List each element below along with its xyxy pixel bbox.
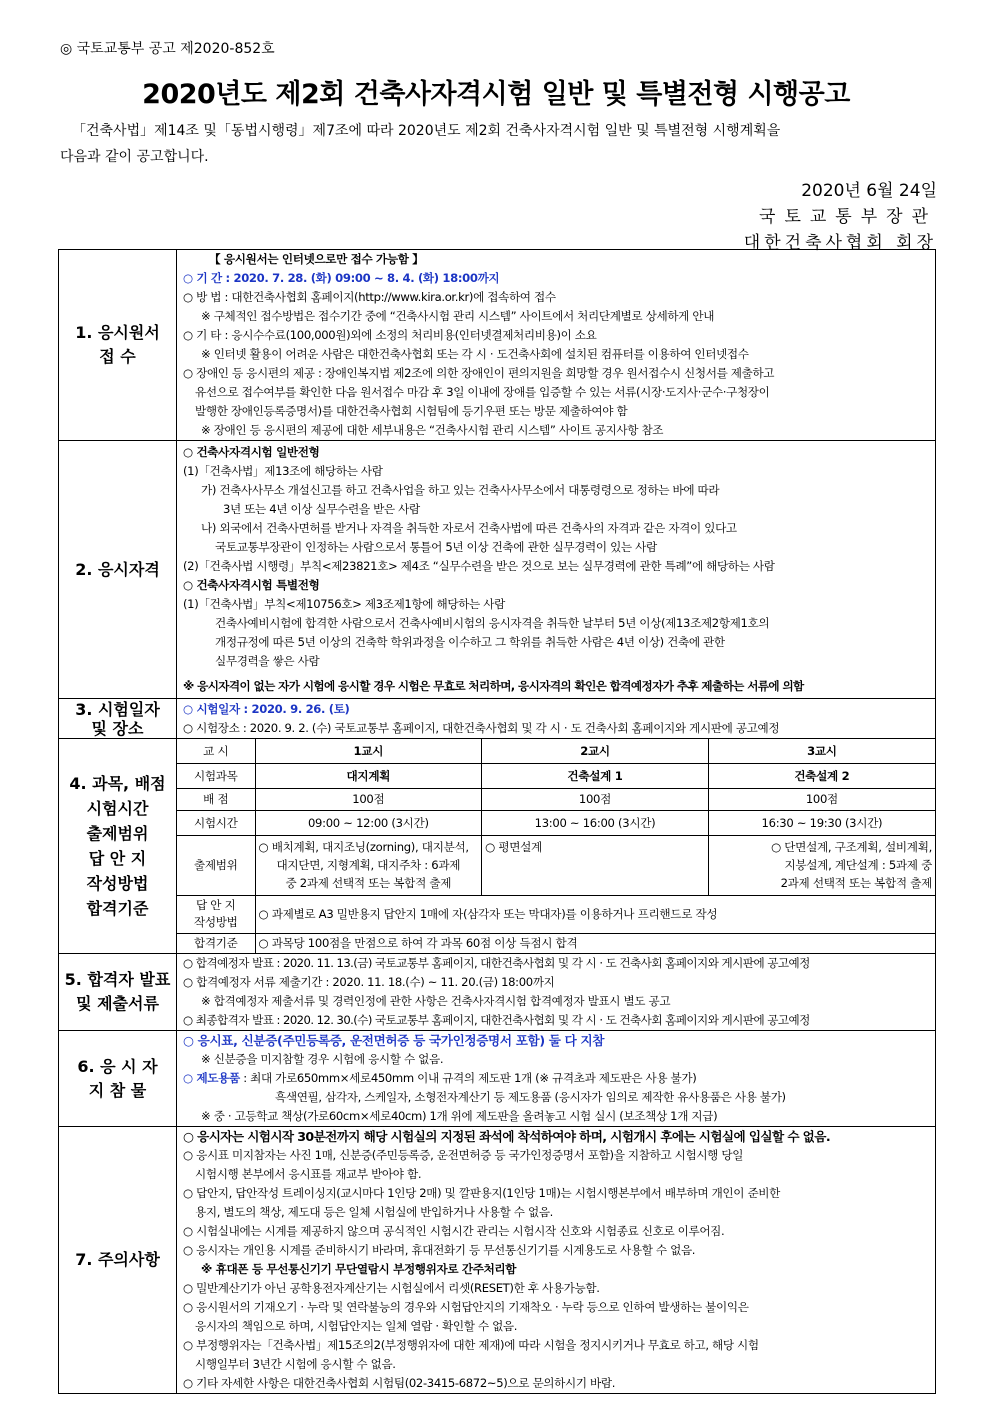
content-line: 시험시행 본부에서 응시표를 재교부 받아야 함. — [195, 1167, 422, 1181]
table-row — [177, 788, 935, 810]
section-head-line: 작성방법 — [86, 874, 149, 893]
section-head — [59, 250, 177, 441]
signature-block — [744, 178, 937, 256]
content-line: ○ 응시자는 시험시작 30분전까지 해당 시험실의 지정된 좌석에 착석하여야 하며, 시험개시 후에는 시험실에 입실할 수 없음. — [183, 1129, 830, 1144]
section-head — [59, 954, 177, 1031]
content-line: 가) 건축사사무소 개설신고를 하고 건축사업을 하고 있는 건축사사무소에서 대통령령으로 정하는 바에 따라 — [201, 483, 720, 497]
content-line: 응시자의 책임으로 하며, 시험답안지는 일체 열람 · 확인할 수 없음. — [195, 1319, 518, 1333]
content-line: ○ 기 간 : 2020. 7. 28. (화) 09:00 ~ 8. 4. (화) 18:00까지 — [183, 271, 500, 285]
content-line — [183, 1069, 931, 1088]
section-head-line: 및 장소 — [91, 718, 144, 738]
content-line: ○ 시험일자 : 2020. 9. 26. (토) — [183, 701, 350, 716]
content-line: ○ 장애인 등 응시편의 제공 : 장애인복지법 제2조에 의한 장애인이 편의지원을 희망할 경우 원서접수시 신청서를 제출하고 — [183, 366, 775, 380]
section-head-line: 4. 과목, 배점 — [69, 774, 166, 793]
section-head-line: 지 참 물 — [88, 1080, 147, 1100]
table-cell: 100점 — [255, 788, 482, 810]
table-cell: ○ 평면설계 — [482, 835, 709, 895]
content-line: 실무경력을 쌓은 사람 — [215, 654, 320, 668]
content-line: ※ 중 · 고등학교 책상(가로60cm×세로40cm) 1개 위에 제도판을 올려놓고 시험 실시 (보조책상 1개 지급) — [201, 1109, 718, 1123]
content-line: ○ 시험장소 : 2020. 9. 2. (수) 국토교통부 홈페이지, 대한건축사협회 및 각 시 · 도 건축사회 홈페이지와 게시판에 공고예정 — [183, 720, 780, 735]
section-head-line: 1. 응시원서 — [75, 323, 160, 342]
content-line: ○ 합격예정자 서류 제출기간 : 2020. 11. 18.(수) ~ 11. 20.(금) 18:00까지 — [183, 975, 555, 989]
section-results — [59, 954, 936, 1031]
table-row — [177, 933, 935, 953]
table-cell: 출제범위 — [177, 835, 255, 895]
content-line: ※ 인터넷 활용이 어려운 사람은 대한건축사협회 또는 각 시 · 도건축사회에 설치된 컴퓨터를 이용하여 인터넷접수 — [201, 347, 749, 361]
scope-line: ○ 단면설계, 구조계획, 설비계획, — [771, 840, 932, 854]
intro-paragraph — [60, 118, 940, 170]
content-line: ○ 합격예정자 발표 : 2020. 11. 13.(금) 국토교통부 홈페이지, 대한건축사협회 및 각 시 · 도 건축사회 홈페이지와 게시판에 공고예정 — [183, 956, 810, 970]
table-row — [177, 835, 935, 895]
section-content — [177, 1031, 936, 1127]
label-line: 답 안 지 — [196, 898, 236, 912]
section-exam-date — [59, 699, 936, 739]
content-line: ○ 응시표, 신분증(주민등록증, 운전면허증 등 국가인정증명서 포함) 둘 다 지참 — [183, 1033, 605, 1048]
content-line: 유선으로 접수여부를 확인한 다음 원서접수 마감 후 3일 이내에 장애를 입증할 수 있는 서류(시장·도지사·군수·구청장이 — [195, 385, 770, 399]
scope-line: 2과제 선택적 또는 복합적 출제 — [780, 876, 932, 890]
content-line: (2)「건축사법 시행령」부칙<제23821호> 제4조 “실무수련을 받은 것으로 보는 실무경력에 관한 특례”에 해당하는 사람 — [183, 559, 775, 573]
content-line: ○ 방 법 : 대한건축사협회 홈페이지(http://www.kira.or.kr)에 접속하여 접수 — [183, 290, 556, 304]
content-line: 건축사예비시험에 합격한 사람으로서 건축사예비시험의 응시자격을 취득한 날부터 5년 이상(제13조제2항제1호의 — [215, 616, 770, 630]
content-line: ※ 합격예정자 제출서류 및 경력인정에 관한 사항은 건축사자격시험 합격예정자 발표시 별도 공고 — [201, 994, 671, 1008]
table-cell: 시험과목 — [177, 763, 255, 788]
scope-line: 대지단면, 지형계획, 대지주차 : 6과제 — [276, 858, 461, 872]
table-cell: 배 점 — [177, 788, 255, 810]
intro-line: 「건축사법」제14조 및「동법시행령」제7조에 따라 2020년도 제2회 건축사자격시험 일반 및 특별전형 시행계획을 — [72, 123, 781, 139]
table-row — [177, 895, 935, 933]
content-line: ○ 기타 자세한 사항은 대한건축사협회 시험팀(02-3415-6872~5)으로 문의하시기 바람. — [183, 1376, 616, 1390]
table-cell: 100점 — [708, 788, 935, 810]
section-head-line: 5. 합격자 발표 — [64, 970, 171, 989]
content-line: ※ 장애인 등 응시편의 제공에 대한 세부내용은 “건축사시험 관리 시스템” 사이트 공지사항 참조 — [201, 423, 664, 437]
content-line: ○ 시험실내에는 시계를 제공하지 않으며 공식적인 시험시간 관리는 시험시작 신호와 시험종료 신호로 이루어짐. — [183, 1224, 725, 1238]
scope-line: 중 2과제 선택적 또는 복합적 출제 — [285, 876, 452, 890]
section-head-line: 시험시간 — [86, 799, 149, 818]
content-highlight: ○ 제도용품 — [183, 1071, 240, 1085]
content-line: ○ 응시자는 개인용 시계를 준비하시기 바라며, 휴대전화기 등 무선통신기기를 시계용도로 사용할 수 없음. — [183, 1243, 696, 1257]
content-line: 시행일부터 3년간 시험에 응시할 수 없음. — [195, 1357, 396, 1371]
content-line: ○ 기 타 : 응시수수료(100,000원)외에 소정의 처리비용(인터넷결제처리비용)이 소요 — [183, 328, 597, 342]
table-cell: 13:00 ~ 16:00 (3시간) — [482, 810, 709, 835]
issuer-ministry: 국토교통부장관 — [759, 207, 937, 227]
section-eligibility — [59, 441, 936, 699]
table-cell: 1교시 — [255, 739, 482, 763]
section-content — [177, 250, 936, 441]
content-line: ※ 구체적인 접수방법은 접수기간 중에 “건축사시험 관리 시스템” 사이트에서 처리단계별로 상세하게 안내 — [201, 309, 715, 323]
notice-table — [58, 249, 936, 1394]
table-cell: 건축설계 2 — [708, 763, 935, 788]
content-line: 나) 외국에서 건축사면허를 받거나 자격을 취득한 자로서 건축사법에 따른 건축사의 자격과 같은 자격이 있다고 — [201, 521, 737, 535]
table-cell — [177, 895, 255, 933]
table-cell: 3교시 — [708, 739, 935, 763]
content-line: ○ 부정행위자는「건축사법」제15조의2(부정행위자에 대한 제재)에 따라 시험을 정지시키거나 무효로 하고, 해당 시험 — [183, 1338, 759, 1352]
table-cell: 합격기준 — [177, 933, 255, 953]
content-line: 흑색연필, 삼각자, 스케일자, 소형전자계산기 등 제도용품 (응시자가 임의로 제작한 유사용품은 사용 불가) — [275, 1090, 786, 1104]
section-belongings — [59, 1031, 936, 1127]
table-cell: 100점 — [482, 788, 709, 810]
content-line: 용지, 별도의 책상, 제도대 등은 일체 시험실에 반입하거나 사용할 수 없음. — [195, 1205, 553, 1219]
section-head: 7. 주의사항 — [59, 1127, 177, 1394]
content-line: ※ 응시자격이 없는 자가 시험에 응시할 경우 시험은 무효로 처리하며, 응시자격의 확인은 합격예정자가 추후 제출하는 서류에 의함 — [183, 679, 804, 693]
table-cell: 교 시 — [177, 739, 255, 763]
content-line: 국토교통부장관이 인정하는 사람으로서 통틀어 5년 이상 건축에 관한 실무경력이 있는 사람 — [215, 540, 657, 554]
table-cell — [708, 835, 935, 895]
section-cautions — [59, 1127, 936, 1394]
section-content — [177, 441, 936, 699]
table-cell: 시험시간 — [177, 810, 255, 835]
page-title: 2020년도 제2회 건축사자격시험 일반 및 특별전형 시행공고 — [142, 79, 850, 110]
table-cell: 09:00 ~ 12:00 (3시간) — [255, 810, 482, 835]
section-head-line: 및 제출서류 — [76, 994, 159, 1013]
issuer-association: 대한건축사협회 회장 — [743, 233, 937, 253]
content-line: 【 응시원서는 인터넷으로만 접수 가능함 】 — [209, 252, 424, 266]
section-head-line: 3. 시험일자 — [75, 699, 160, 719]
table-cell: 2교시 — [482, 739, 709, 763]
content-line: ○ 건축사자격시험 일반전형 — [183, 445, 320, 459]
content-text: : 최대 가로650mm×세로450mm 이내 규격의 제도판 1개 (※ 규격초과 제도판은 사용 불가) — [243, 1071, 697, 1085]
section-head — [59, 699, 177, 739]
scope-line: 지붕설계, 계단설계 : 5과제 중 — [784, 858, 932, 872]
section-content — [177, 739, 936, 954]
section-head-line: 접 수 — [99, 347, 136, 366]
section-head-line: 합격기준 — [86, 899, 149, 918]
content-line: ○ 건축사자격시험 특별전형 — [183, 578, 320, 592]
table-cell: ○ 과제별로 A3 밀반용지 답안지 1매에 자(삼각자 또는 막대자)를 이용하거나 프리핸드로 작성 — [255, 895, 935, 933]
table-cell — [255, 835, 482, 895]
content-line: ○ 최종합격자 발표 : 2020. 12. 30.(수) 국토교통부 홈페이지, 대한건축사협회 및 각 시 · 도 건축사회 홈페이지와 게시판에 공고예정 — [183, 1013, 810, 1027]
content-line: ○ 답안지, 답안작성 트레이싱지(교시마다 1인당 2매) 및 깔판용지(1인당 1매)는 시험시행본부에서 배부하며 개인이 준비한 — [183, 1186, 781, 1200]
content-line: (1)「건축사법」부칙<제10756호> 제3조제1항에 해당하는 사람 — [183, 597, 505, 611]
section-head-line: 6. 응 시 자 — [77, 1056, 158, 1076]
section-content — [177, 699, 936, 739]
content-line: ○ 응시표 미지참자는 사진 1매, 신분증(주민등록증, 운전면허증 등 국가인정증명서 포함)을 지참하고 시험시행 당일 — [183, 1148, 744, 1162]
section-head — [59, 1031, 177, 1127]
table-cell: ○ 과목당 100점을 만점으로 하여 각 과목 60점 이상 득점시 합격 — [255, 933, 935, 953]
section-content — [177, 954, 936, 1031]
exam-schedule-table — [177, 739, 935, 953]
notice-number: ◎ 국토교통부 공고 제2020-852호 — [60, 41, 275, 57]
section-head — [59, 739, 177, 954]
content-line: 3년 또는 4년 이상 실무수련을 받은 사람 — [223, 502, 420, 516]
section-subjects — [59, 739, 936, 954]
content-line: 발행한 장애인등록증명서)를 대한건축사협회 시험팀에 등기우편 또는 방문 제출하여야 함 — [195, 404, 628, 418]
table-row — [177, 810, 935, 835]
section-content — [177, 1127, 936, 1394]
table-row — [177, 739, 935, 763]
scope-line: ○ 배치계획, 대지조닝(zorning), 대지분석, — [258, 840, 469, 854]
section-application — [59, 250, 936, 441]
content-line: ※ 휴대폰 등 무선통신기기 무단열람시 부정행위자로 간주처리함 — [201, 1262, 517, 1276]
content-line: ※ 신분증을 미지참할 경우 시험에 응시할 수 없음. — [201, 1052, 444, 1066]
label-line: 작성방법 — [193, 915, 238, 929]
table-cell: 건축설계 1 — [482, 763, 709, 788]
section-head-line: 출제범위 — [86, 824, 149, 843]
intro-line: 다음과 같이 공고합니다. — [60, 149, 209, 165]
content-line: ○ 응시원서의 기재오기 · 누락 및 연락불능의 경우와 시험답안지의 기재착오 · 누락 등으로 인하여 발생하는 불이익은 — [183, 1300, 749, 1314]
section-head: 2. 응시자격 — [59, 441, 177, 699]
section-head-line: 답 안 지 — [88, 849, 147, 868]
table-row — [177, 763, 935, 788]
table-cell: 대지계획 — [255, 763, 482, 788]
notice-date: 2020년 6월 24일 — [801, 181, 937, 201]
content-line: ○ 밀반계산기가 아닌 공학용전자계산기는 시험실에서 리셋(RESET)한 후 사용가능함. — [183, 1281, 600, 1295]
content-line: (1)「건축사법」제13조에 해당하는 사람 — [183, 464, 383, 478]
table-cell: 16:30 ~ 19:30 (3시간) — [708, 810, 935, 835]
content-line: 개정규정에 따른 5년 이상의 건축학 학위과정을 이수하고 그 학위를 취득한 사람은 4년 이상) 건축에 관한 — [215, 635, 725, 649]
